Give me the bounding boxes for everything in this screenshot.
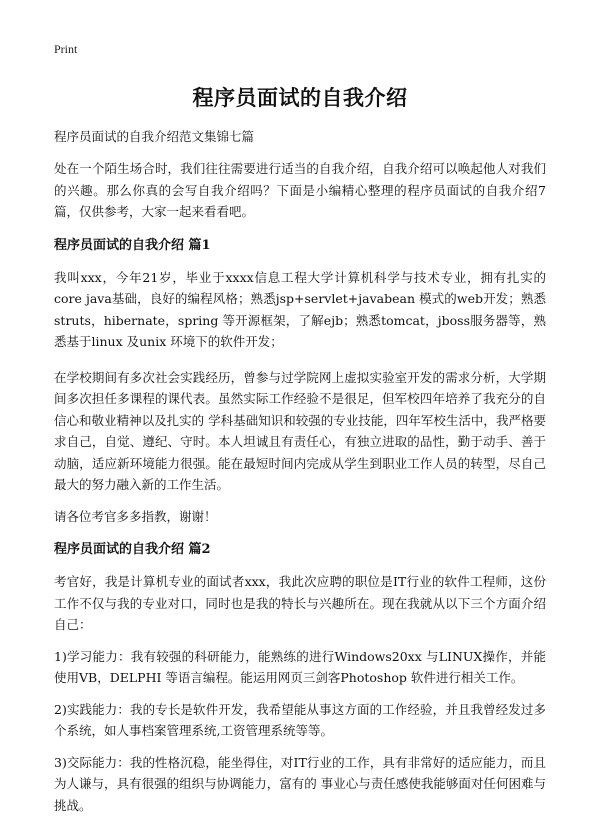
section-1-paragraph-2: 在学校期间有多次社会实践经历，曾参与过学院网上虚拟实验室开发的需求分析，大学期间多次担任多课程的课代表。虽然实际工作经验不是很足，但军校四年培养了我充分的自信心和敬业精神以及扎实的 学科基础知识和较强的专业技能，四年军校生活中，我严格要求自己，自觉、遵纪、守时。本人坦诚且有责任心，有独立进取的品性，勤于动手、善于动脑，适应新环境能力很强。能在最短时间内完成从学生到职业工作人员的转型，尽自己最大的努力融入新的工作生活。: [54, 369, 546, 492]
section-2-paragraph-4: 3)交际能力：我的性格沉稳，能坐得住，对IT行业的工作，具有非常好的适应能力，而且为人谦与，具有很强的组织与协调能力，富有的 事业心与责任感使我能够面对任何困难与挑战。: [54, 754, 546, 813]
page-title: 程序员面试的自我介绍: [192, 85, 408, 110]
section-2-paragraph-3: 2)实践能力：我的专长是软件开发，我希望能从事这方面的工作经验，并且我曾经发过多个系统，如人事档案管理系统,工资管理系统等等。: [54, 701, 546, 738]
document-subtitle: 程序员面试的自我介绍范文集锦七篇: [54, 129, 255, 144]
print-label: Print: [54, 42, 78, 56]
section-heading-2: 程序员面试的自我介绍 篇2: [54, 542, 211, 557]
section-1-paragraph-3: 请各位考官多多指教，谢谢！: [54, 508, 217, 524]
section-1-paragraph-1: 我叫xxx，今年21岁，毕业于xxxx信息工程大学计算机科学与技术专业，拥有扎实的core java基础，良好的编程风格；熟悉jsp+servlet+javabean 模式的web开发；熟悉struts，hibernate，spring 等开源框架，了解ejb；熟悉tomcat，jboss服务器等，熟悉基于linux 及unix 环境下的软件开发；: [54, 269, 546, 349]
section-heading-1: 程序员面试的自我介绍 篇1: [54, 237, 211, 253]
section-2-paragraph-2: 1)学习能力：我有较强的科研能力，能熟练的进行Windows20xx 与LINUX操作，并能使用VB，DELPHI 等语言编程。能运用网页三剑客Photoshop 软件进行相关工作。: [54, 648, 546, 685]
intro-paragraph: 处在一个陌生场合时，我们往往需要进行适当的自我介绍，自我介绍可以唤起他人对我们的兴趣。那么你真的会写自我介绍吗？下面是小编精心整理的程序员面试的自我介绍7篇，仅供参考，大家一起来看看吧。: [54, 161, 546, 219]
section-2-paragraph-1: 考官好，我是计算机专业的面试者xxx，我此次应聘的职位是IT行业的软件工程师，这份工作不仅与我的专业对口，同时也是我的特长与兴趣所在。现在我就从以下三个方面介绍自己：: [54, 574, 546, 632]
